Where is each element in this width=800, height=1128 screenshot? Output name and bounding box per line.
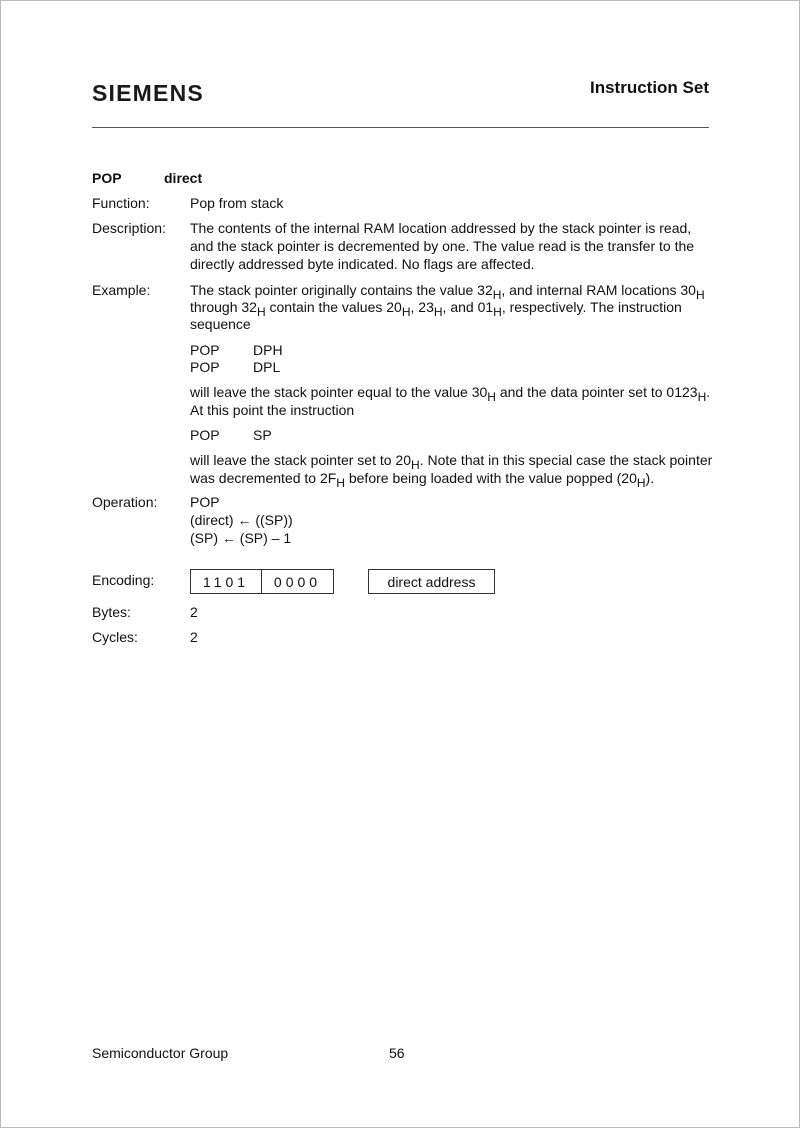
instruction-mnemonic: POP xyxy=(92,170,122,186)
description-label: Description: xyxy=(92,220,166,236)
text-segment: , respectively. The instruction xyxy=(501,299,682,315)
text-segment: , and 01 xyxy=(442,299,494,315)
example-line xyxy=(190,315,251,333)
hex-subscript: H xyxy=(636,476,646,490)
operation-line: (SP) ← (SP) – 1 xyxy=(190,530,292,546)
text-segment: sequence xyxy=(190,316,251,332)
hex-subscript: H xyxy=(433,305,443,319)
text-segment: before being loaded with the value popped (20 xyxy=(344,470,637,486)
code-op: POP xyxy=(190,359,220,375)
example-line xyxy=(190,383,711,404)
text-segment: will leave the stack pointer equal to the value 30 xyxy=(190,384,488,400)
operation-line: (direct) ← ((SP)) xyxy=(190,512,293,528)
text-segment: At this point the instruction xyxy=(190,402,355,418)
direct-address-text: direct address xyxy=(387,573,476,590)
description-line: and the stack pointer is decremented by one. The value read is the transfer to the xyxy=(190,238,695,254)
section-title: Instruction Set xyxy=(589,78,709,97)
text-segment: contain the values 20 xyxy=(265,299,402,315)
code-op: POP xyxy=(190,342,220,358)
code-arg: SP xyxy=(253,427,272,443)
text-segment: , 23 xyxy=(410,299,434,315)
function-text: Pop from stack xyxy=(190,195,284,211)
example-line xyxy=(190,469,655,490)
code-arg: DPL xyxy=(253,359,281,375)
text-segment: . xyxy=(706,384,711,400)
text-segment: . Note that in this special case the stack pointer xyxy=(419,452,713,468)
text-segment: and the data pointer set to 0123 xyxy=(495,384,698,400)
cycles-label: Cycles: xyxy=(92,629,138,645)
example-line xyxy=(190,298,682,319)
encoding-label: Encoding: xyxy=(92,572,155,588)
hex-subscript: H xyxy=(695,288,705,302)
opcode-high-nibble: 1101 xyxy=(191,570,262,593)
direct-address-box xyxy=(368,569,495,594)
description-line: directly addressed byte indicated. No flags are affected. xyxy=(190,256,535,272)
example-label: Example: xyxy=(92,282,151,298)
instruction-operand: direct xyxy=(164,170,203,186)
hex-subscript: H xyxy=(492,288,502,302)
opcode-box xyxy=(190,569,334,594)
cycles-value: 2 xyxy=(190,629,198,645)
footer-company: Semiconductor Group xyxy=(92,1045,229,1061)
bytes-value: 2 xyxy=(190,604,198,620)
page-number: 56 xyxy=(389,1045,405,1061)
siemens-logo: SIEMENS xyxy=(92,80,204,106)
hex-subscript: H xyxy=(487,390,496,404)
hex-subscript: H xyxy=(411,458,420,472)
hex-subscript: H xyxy=(697,390,707,404)
operation-line: POP xyxy=(190,494,220,510)
description-line: The contents of the internal RAM location addressed by the stack pointer is read, xyxy=(190,220,692,236)
example-line xyxy=(190,281,705,302)
hex-subscript: H xyxy=(401,305,411,319)
hex-subscript: H xyxy=(256,305,266,319)
opcode-low-nibble: 0000 xyxy=(273,573,322,590)
text-segment: ). xyxy=(645,470,655,486)
example-line xyxy=(190,401,354,419)
bytes-label: Bytes: xyxy=(92,604,131,620)
hex-subscript: H xyxy=(336,476,345,490)
text-segment: will leave the stack pointer set to 20 xyxy=(190,452,412,468)
code-arg: DPH xyxy=(253,342,283,358)
text-segment: through 32 xyxy=(190,299,257,315)
header-rule xyxy=(92,127,709,128)
text-segment: The stack pointer originally contains the value 32 xyxy=(190,282,493,298)
function-label: Function: xyxy=(92,195,150,211)
text-segment: was decremented to 2F xyxy=(190,470,337,486)
operation-label: Operation: xyxy=(92,494,158,510)
hex-subscript: H xyxy=(493,305,502,319)
code-op: POP xyxy=(190,427,220,443)
example-line xyxy=(190,451,713,472)
text-segment: , and internal RAM locations 30 xyxy=(501,282,696,298)
